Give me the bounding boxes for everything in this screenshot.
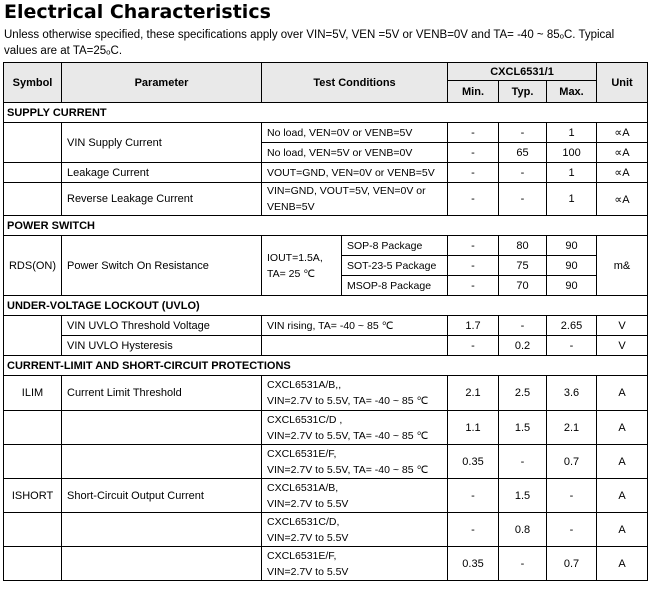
symbol-ishort: ISHORT <box>4 479 62 513</box>
symbol-rds-on: RDS(ON) <box>4 236 62 296</box>
value-typ: 0.2 <box>499 336 547 356</box>
param-reverse-leakage-current: Reverse Leakage Current <box>62 183 262 216</box>
table-cell <box>4 316 62 356</box>
value-min: 1.7 <box>448 316 499 336</box>
section-supply-current: SUPPLY CURRENT <box>4 103 648 123</box>
cond-ishort-1 <box>262 479 448 513</box>
value-typ: 75 <box>499 256 547 276</box>
value-max: 1 <box>547 163 597 183</box>
value-min: - <box>448 479 499 513</box>
param-leakage-current: Leakage Current <box>62 163 262 183</box>
value-unit: ∝A <box>597 163 648 183</box>
intro-text: Unless otherwise specified, these specifications apply over VIN=5V, VEN =5V or VENB=0V and TA= -40 ~ 85ₒC. Typical values are at TA=25ₒC. <box>4 29 615 57</box>
header-symbol: Symbol <box>4 63 62 103</box>
value-max: 1 <box>547 183 597 216</box>
value-unit: V <box>597 316 648 336</box>
cond-reverse-leakage: VIN=GND, VOUT=5V, VEN=0V or VENB=5V <box>262 183 448 216</box>
value-max: 2.1 <box>547 411 597 445</box>
value-unit: m& <box>597 236 648 296</box>
cond-leakage: VOUT=GND, VEN=0V or VENB=5V <box>262 163 448 183</box>
cond-ilim-3 <box>262 445 448 479</box>
value-min: - <box>448 276 499 296</box>
value-unit: A <box>597 479 648 513</box>
value-typ: 65 <box>499 143 547 163</box>
cond-line: VIN=2.7V to 5.5V, TA= -40 ~ 85 ℃ <box>267 395 429 407</box>
table-cell <box>4 163 62 183</box>
value-unit: A <box>597 513 648 547</box>
package-msop8: MSOP-8 Package <box>342 276 448 296</box>
page-title: Electrical Characteristics <box>4 1 271 23</box>
value-max: 90 <box>547 256 597 276</box>
value-min: - <box>448 123 499 143</box>
value-max: 90 <box>547 236 597 256</box>
param-current-limit-threshold: Current Limit Threshold <box>62 376 262 411</box>
table-cell <box>4 183 62 216</box>
value-max: - <box>547 513 597 547</box>
value-max: 0.7 <box>547 445 597 479</box>
table-cell <box>4 547 62 581</box>
value-max: 1 <box>547 123 597 143</box>
header-min: Min. <box>448 81 499 103</box>
table-cell <box>4 123 62 163</box>
electrical-characteristics-table <box>3 62 648 581</box>
param-short-circuit-output-current: Short-Circuit Output Current <box>62 479 262 513</box>
cond-ilim-2 <box>262 411 448 445</box>
cond-line: CXCL6531E/F, <box>267 447 337 460</box>
header-test-conditions: Test Conditions <box>262 63 448 103</box>
value-min: 2.1 <box>448 376 499 411</box>
cond-ilim-1 <box>262 376 448 411</box>
value-typ: - <box>499 163 547 183</box>
value-min: - <box>448 143 499 163</box>
section-power-switch: POWER SWITCH <box>4 216 648 236</box>
value-unit: ∝A <box>597 183 648 216</box>
cond-line: VIN=2.7V to 5.5V, TA= -40 ~ 85 ℃ <box>267 463 429 476</box>
cond-vin-supply-1: No load, VEN=0V or VENB=5V <box>262 123 448 143</box>
value-typ: - <box>499 183 547 216</box>
header-part: CXCL6531/1 <box>448 63 597 81</box>
param-vin-supply-current: VIN Supply Current <box>62 123 262 163</box>
symbol-ilim: ILIM <box>4 376 62 411</box>
value-unit: A <box>597 411 648 445</box>
section-uvlo: UNDER-VOLTAGE LOCKOUT (UVLO) <box>4 296 648 316</box>
table-cell <box>62 411 262 445</box>
section-current-limit: CURRENT-LIMIT AND SHORT-CIRCUIT PROTECTIONS <box>4 356 648 376</box>
value-min: - <box>448 183 499 216</box>
value-min: - <box>448 513 499 547</box>
value-max: 3.6 <box>547 376 597 411</box>
value-min: - <box>448 236 499 256</box>
value-max: 100 <box>547 143 597 163</box>
value-typ: - <box>499 547 547 581</box>
param-vin-uvlo-threshold: VIN UVLO Threshold Voltage <box>62 316 262 336</box>
cond-line: VIN=2.7V to 5.5V <box>267 531 349 544</box>
cond-ishort-3 <box>262 547 448 581</box>
value-min: 0.35 <box>448 445 499 479</box>
value-min: - <box>448 256 499 276</box>
value-unit: A <box>597 445 648 479</box>
value-typ: 80 <box>499 236 547 256</box>
table-cell <box>62 445 262 479</box>
param-vin-uvlo-hysteresis: VIN UVLO Hysteresis <box>62 336 262 356</box>
table-cell <box>4 445 62 479</box>
table-cell <box>62 513 262 547</box>
header-unit: Unit <box>597 63 648 103</box>
table-cell <box>4 411 62 445</box>
value-min: 0.35 <box>448 547 499 581</box>
value-unit: A <box>597 547 648 581</box>
value-max: 90 <box>547 276 597 296</box>
param-power-switch-on-resistance: Power Switch On Resistance <box>62 236 262 296</box>
cond-ishort-2 <box>262 513 448 547</box>
value-typ: - <box>499 123 547 143</box>
cond-line: CXCL6531C/D , <box>267 413 343 426</box>
cond-line: CXCL6531A/B,, <box>267 379 342 391</box>
header-max: Max. <box>547 81 597 103</box>
value-min: 1.1 <box>448 411 499 445</box>
value-max: - <box>547 479 597 513</box>
value-max: - <box>547 336 597 356</box>
table-cell <box>62 547 262 581</box>
value-typ: - <box>499 445 547 479</box>
value-unit: ∝A <box>597 123 648 143</box>
header-parameter: Parameter <box>62 63 262 103</box>
cond-line: CXCL6531C/D, <box>267 515 340 528</box>
value-unit: A <box>597 376 648 411</box>
value-typ: 0.8 <box>499 513 547 547</box>
cond-line: CXCL6531E/F, <box>267 549 337 562</box>
table-cell <box>4 513 62 547</box>
value-typ: 1.5 <box>499 411 547 445</box>
package-sot23-5: SOT-23-5 Package <box>342 256 448 276</box>
cond-uvlo-threshold: VIN rising, TA= -40 ~ 85 ℃ <box>262 316 448 336</box>
value-typ: 70 <box>499 276 547 296</box>
value-max: 0.7 <box>547 547 597 581</box>
cond-vin-supply-2: No load, VEN=5V or VENB=0V <box>262 143 448 163</box>
cond-line: CXCL6531A/B, <box>267 481 339 494</box>
value-unit: V <box>597 336 648 356</box>
value-unit: ∝A <box>597 143 648 163</box>
value-max: 2.65 <box>547 316 597 336</box>
value-typ: 1.5 <box>499 479 547 513</box>
header-typ: Typ. <box>499 81 547 103</box>
cond-line: VIN=2.7V to 5.5V <box>267 497 349 510</box>
value-min: - <box>448 336 499 356</box>
value-typ: 2.5 <box>499 376 547 411</box>
cond-uvlo-hysteresis <box>262 336 448 356</box>
value-min: - <box>448 163 499 183</box>
package-sop8: SOP-8 Package <box>342 236 448 256</box>
cond-power-switch: IOUT=1.5A, TA= 25 ℃ <box>262 236 342 296</box>
cond-line: VIN=2.7V to 5.5V <box>267 565 349 578</box>
value-typ: - <box>499 316 547 336</box>
cond-line: VIN=2.7V to 5.5V, TA= -40 ~ 85 ℃ <box>267 429 429 442</box>
